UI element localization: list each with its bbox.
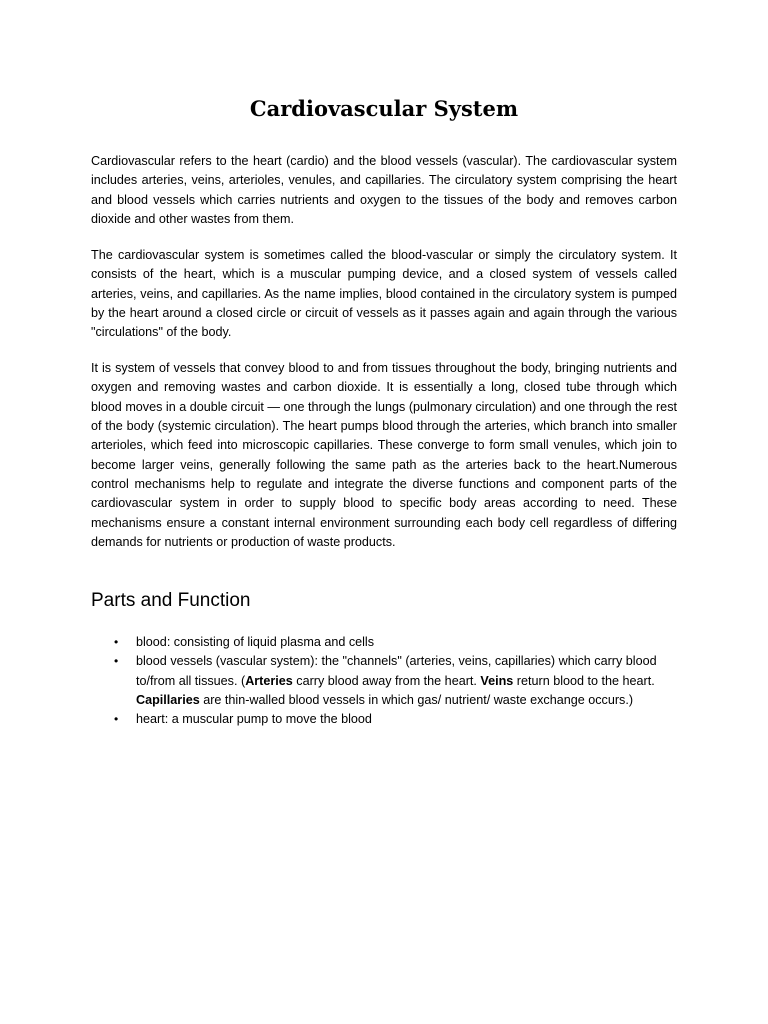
term-arteries: Arteries bbox=[245, 673, 293, 688]
parts-bullet-list bbox=[91, 633, 677, 729]
list-item-heart bbox=[91, 710, 677, 729]
arteries-definition: carry blood away from the heart. bbox=[292, 673, 481, 688]
bullet-icon: • bbox=[114, 712, 119, 727]
term-capillaries: Capillaries bbox=[136, 692, 200, 707]
bullet-icon: • bbox=[114, 654, 119, 669]
bullet-icon: • bbox=[114, 635, 119, 649]
list-item-blood-vessels bbox=[91, 652, 677, 710]
veins-definition: return blood to the heart. bbox=[513, 673, 655, 688]
list-item-blood bbox=[91, 633, 677, 652]
paragraph-circulatory-system: The cardiovascular system is sometimes called the blood-vascular or simply the circulatory system. It consists of the heart, which is a muscular pumping device, and a closed system of vessels called arteries, veins, and capillaries. As the name implies, blood contained in the circulatory system is pumped by the heart around a closed circle or circuit of vessels as it passes again and again through the various "circulations" of the body. bbox=[91, 248, 677, 340]
term-veins: Veins bbox=[480, 673, 514, 688]
page-title: Cardiovascular System bbox=[249, 96, 519, 121]
bullet-text-blood: blood: consisting of liquid plasma and cells bbox=[136, 635, 375, 649]
bullet-text-heart: heart: a muscular pump to move the blood bbox=[136, 712, 372, 727]
paragraph-vessels: It is system of vessels that convey blood to and from tissues throughout the body, bringing nutrients and oxygen and removing wastes and carbon dioxide. It is essentially a long, closed tube through which blood moves in a double circuit — one through the lungs (pulmonary circulation) and one through the rest of the body (systemic circulation). The heart pumps blood through the arteries, which branch into smaller arterioles, which feed into microscopic capillaries. These converge to form small venules, which join to become larger veins, generally following the same path as the arteries back to the heart.Numerous control mechanisms help to regulate and integrate the diverse functions and component parts of the cardiovascular system in order to supply blood to specific body areas according to need. These mechanisms ensure a constant internal environment surrounding each body cell regardless of differing demands for nutrients or production of waste products. bbox=[91, 361, 677, 550]
section-heading-parts-and-function: Parts and Function bbox=[91, 590, 251, 611]
vessels-intro-text: blood vessels (vascular system): the "channels" (arteries, veins, capillaries) which carry blood to/from all tissues. ( bbox=[136, 654, 657, 688]
paragraph-definition: Cardiovascular refers to the heart (cardio) and the blood vessels (vascular). The cardiovascular system includes arteries, veins, arterioles, venules, and capillaries. The circulatory system comprising the heart and blood vessels which carries nutrients and oxygen to the tissues of the body and removes carbon dioxide and other wastes from them. bbox=[91, 154, 677, 227]
bullet-text-blood-vessels bbox=[136, 652, 677, 710]
capillaries-definition: are thin-walled blood vessels in which gas/ nutrient/ waste exchange occurs.) bbox=[199, 692, 634, 707]
